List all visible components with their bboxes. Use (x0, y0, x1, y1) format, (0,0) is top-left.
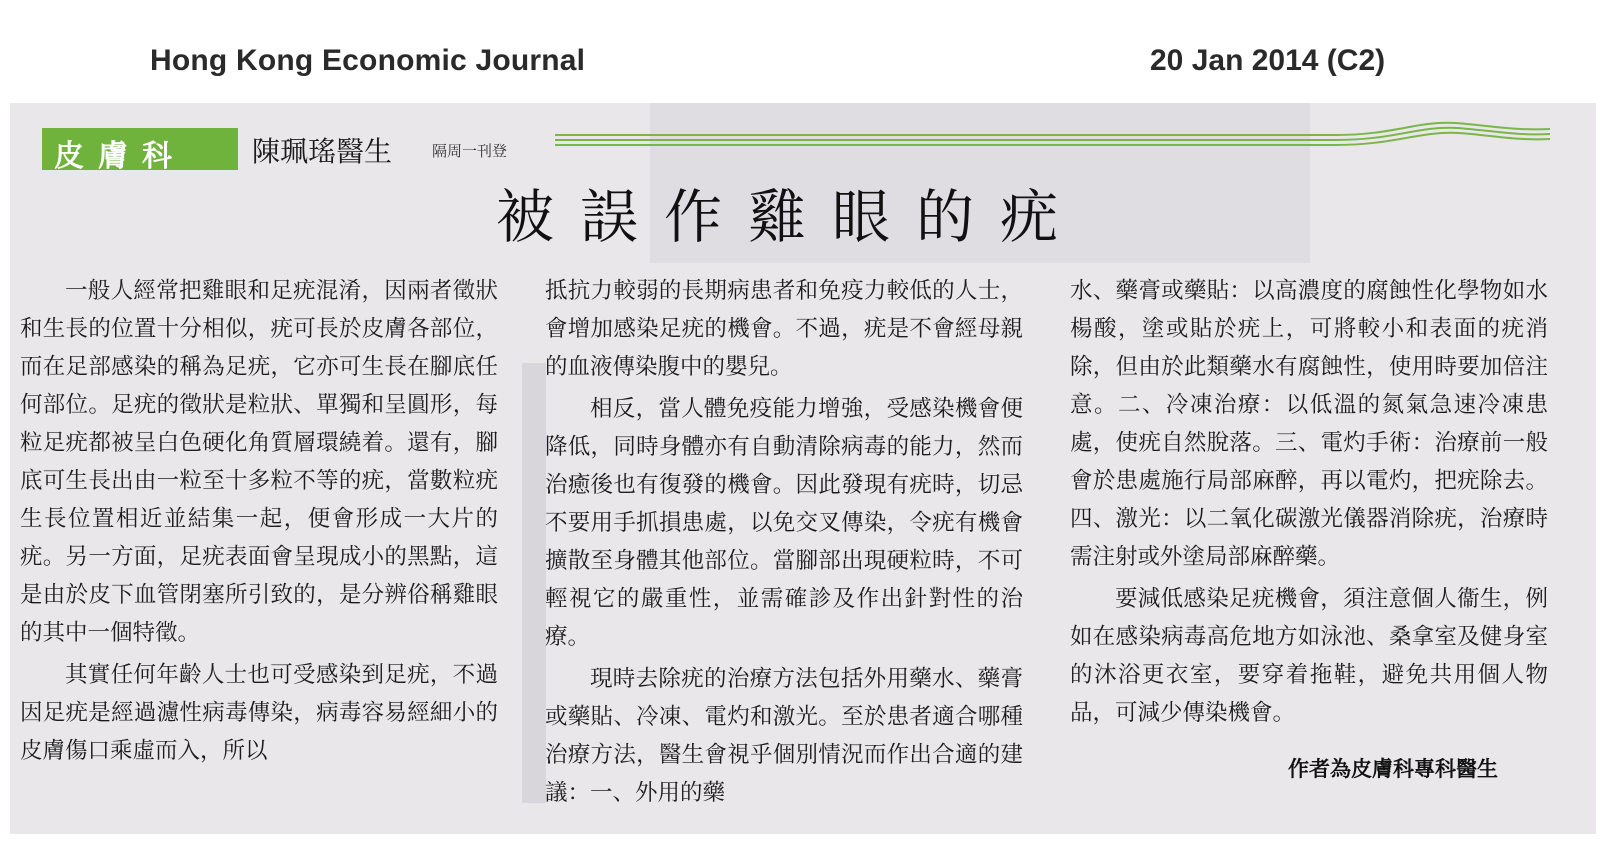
paragraph: 一般人經常把雞眼和足疣混淆，因兩者徵狀和生長的位置十分相似，疣可長於皮膚各部位，而在足部感染的稱為足疣，它亦可生長在腳底任何部位。足疣的徵狀是粒狀、單獨和呈圓形，每粒足疣都被呈白色硬化角質層環繞着。還有，腳底可生長出由一粒至十多粒不等的疣，當數粒疣生長位置相近並結集一起，便會形成一大片的疣。另一方面，足疣表面會呈現成小的黑點，這是由於皮下血管閉塞所引致的，是分辨俗稱雞眼的其中一個特徵。 (20, 278, 498, 646)
bleed-through-strip (522, 363, 546, 803)
publication-name: Hong Kong Economic Journal (150, 44, 586, 77)
article-column-1 (20, 272, 498, 774)
decorative-green-rule (555, 115, 1550, 155)
publication-date-page: 20 Jan 2014 (C2) (1150, 44, 1386, 77)
clipping-header (0, 0, 1606, 100)
paragraph: 水、藥膏或藥貼：以高濃度的腐蝕性化學物如水楊酸，塗或貼於疣上，可將較小和表面的疣消除，但由於此類藥水有腐蝕性，使用時要加倍注意。二、冷凍治療：以低溫的氮氣急速冷凍患處，使疣自然脫落。三、電灼手術：治療前一般會於患處施行局部麻醉，再以電灼，把疣除去。四、激光：以二氧化碳激光儀器消除疣，治療時需注射或外塗局部麻醉藥。 (1070, 278, 1548, 570)
paragraph: 相反，當人體免疫能力增強，受感染機會便降低，同時身體亦有自動清除病毒的能力，然而治癒後也有復發的機會。因此發現有疣時，切忌不要用手抓損患處，以免交叉傳染，令疣有機會擴散至身體其他部位。當腳部出現硬粒時，不可輕視它的嚴重性，並需確診及作出針對性的治療。 (545, 396, 1023, 650)
author-name: 陳珮瑤醫生 (252, 135, 393, 168)
paragraph: 現時去除疣的治療方法包括外用藥水、藥膏或藥貼、冷凍、電灼和激光。至於患者適合哪種治療方法，醫生會視乎個別情況而作出合適的建議：一、外用的藥 (545, 666, 1023, 806)
article-column-2 (545, 272, 1023, 816)
publication-schedule: 隔周一刊登 (432, 142, 508, 160)
paragraph: 其實任何年齡人士也可受感染到足疣，不過因足疣是經過濾性病毒傳染，病毒容易經細小的皮膚傷口乘虛而入，所以 (20, 662, 498, 764)
paragraph: 抵抗力較弱的長期病患者和免疫力較低的人士，會增加感染足疣的機會。不過，疣是不會經母親的血液傳染腹中的嬰兒。 (545, 278, 1023, 380)
paragraph: 要減低感染足疣機會，須注意個人衞生，例如在感染病毒高危地方如泳池、桑拿室及健身室的沐浴更衣室，要穿着拖鞋，避免共用個人物品，可減少傳染機會。 (1070, 586, 1548, 726)
article-column-3 (1070, 272, 1548, 736)
column-tag-label: 皮膚科 (54, 139, 186, 174)
author-byline: 作者為皮膚科專科醫生 (1288, 757, 1498, 781)
article-headline: 被誤作雞眼的疣 (495, 183, 1084, 251)
